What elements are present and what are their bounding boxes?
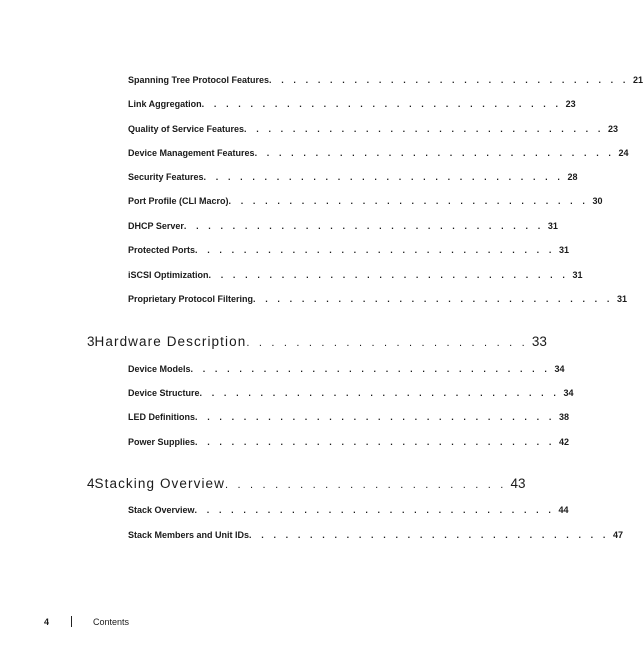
toc-entry[interactable] [128,270,583,280]
toc-entry-page: 47 [612,530,623,540]
toc-entry-title: Device Models [128,364,191,374]
toc-entry-title: Proprietary Protocol Filtering [128,294,254,304]
toc-entry-title: Link Aggregation [128,99,202,109]
toc-entry-title: Spanning Tree Protocol Features [128,75,270,85]
leader-dots: . . . . . . . . . . . . . . . . . . . . . . . . . . . . . . [195,245,555,255]
leader-dots: . . . . . . . . . . . . . . . . . . . . . . . . . . . . . . [244,124,604,134]
toc-entry[interactable] [128,530,623,540]
toc-entry-page: 23 [607,124,618,134]
toc-entry-page: 23 [565,99,576,109]
toc-entry[interactable] [128,221,558,231]
toc-entry[interactable] [128,437,569,447]
footer-page-number: 4 [44,616,50,627]
chapter-number: 3 [87,334,95,349]
leader-dots: . . . . . . . . . . . . . . . . . . . . . . . . . . . . . . [194,505,555,515]
toc-entry[interactable] [128,505,569,515]
leader-dots: . . . . . . . . . . . . . . . . . . . . . . . . . . . . . . [201,99,562,109]
toc-entry[interactable] [128,99,576,109]
leader-dots: . . . . . . . . . . . . . . . . . . . . . . . . . . . . . . [249,530,609,540]
toc-entry-title: Quality of Service Features [128,124,245,134]
toc-entry-page: 24 [618,148,629,158]
toc-entry-title: DHCP Server [128,221,184,231]
toc-entry-page: 34 [554,364,565,374]
toc-entry[interactable] [128,245,569,255]
leader-dots: . . . . . . . . . . . . . . . . . . . . . . . . . . . . . . [208,270,569,280]
toc-entry-page: 42 [558,437,569,447]
toc-entry[interactable] [128,364,565,374]
toc-entry-page: 31 [547,221,558,231]
toc-entry-page: 31 [616,294,627,304]
toc-entry-title: iSCSI Optimization [128,270,209,280]
toc-entry-title: Device Management Features [128,148,255,158]
leader-dots: . . . . . . . . . . . . . . . . . . . . . . . [225,479,507,491]
chapter-title: Stacking Overview [94,476,226,491]
toc-chapter[interactable] [87,334,547,349]
leader-dots: . . . . . . . . . . . . . . . . . . . . . . . . . . . . . . [183,221,544,231]
toc-chapter[interactable] [87,476,526,491]
toc-entry-page: 31 [558,245,569,255]
toc-entry[interactable] [128,75,643,85]
page-footer [44,616,129,627]
toc-entry-title: Power Supplies [128,437,196,447]
toc-entry[interactable] [128,172,578,182]
toc-entry[interactable] [128,196,603,206]
leader-dots: . . . . . . . . . . . . . . . . . . . . . . . [246,337,528,349]
toc-entry-page: 30 [592,196,603,206]
toc-entry-page: 31 [572,270,583,280]
leader-dots: . . . . . . . . . . . . . . . . . . . . . . . . . . . . . . [203,172,564,182]
toc-entry-title: LED Definitions [128,412,195,422]
toc-entry-title: Stack Overview [128,505,195,515]
toc-entry-page: 21 [632,75,643,85]
leader-dots: . . . . . . . . . . . . . . . . . . . . . . . . . . . . . . [199,388,560,398]
leader-dots: . . . . . . . . . . . . . . . . . . . . . . . . . . . . . . [195,412,555,422]
leader-dots: . . . . . . . . . . . . . . . . . . . . . . . . . . . . . . [253,294,613,304]
chapter-page: 43 [510,476,526,491]
toc-entry-title: Security Features [128,172,204,182]
toc-entry-page: 34 [563,388,574,398]
footer-section-label: Contents [93,616,130,627]
toc-entry-title: Device Structure [128,388,200,398]
toc-entry[interactable] [128,148,629,158]
toc-entry-page: 28 [567,172,578,182]
toc-entry-title: Protected Ports [128,245,196,255]
toc-entry-title: Stack Members and Unit IDs [128,530,250,540]
toc-entry[interactable] [128,412,569,422]
leader-dots: . . . . . . . . . . . . . . . . . . . . . . . . . . . . . . [195,437,555,447]
leader-dots: . . . . . . . . . . . . . . . . . . . . . . . . . . . . . . [269,75,629,85]
toc-entry-page: 44 [558,505,569,515]
toc-entry[interactable] [128,124,618,134]
chapter-page: 33 [531,334,547,349]
footer-divider [71,616,72,627]
leader-dots: . . . . . . . . . . . . . . . . . . . . . . . . . . . . . . [228,196,589,206]
toc-entry[interactable] [128,294,627,304]
toc-entry-page: 38 [558,412,569,422]
toc-entry[interactable] [128,388,574,398]
chapter-number: 4 [87,476,95,491]
leader-dots: . . . . . . . . . . . . . . . . . . . . . . . . . . . . . . [190,364,551,374]
toc-entry-title: Port Profile (CLI Macro) [128,196,229,206]
leader-dots: . . . . . . . . . . . . . . . . . . . . . . . . . . . . . . [254,148,615,158]
chapter-title: Hardware Description [94,334,247,349]
